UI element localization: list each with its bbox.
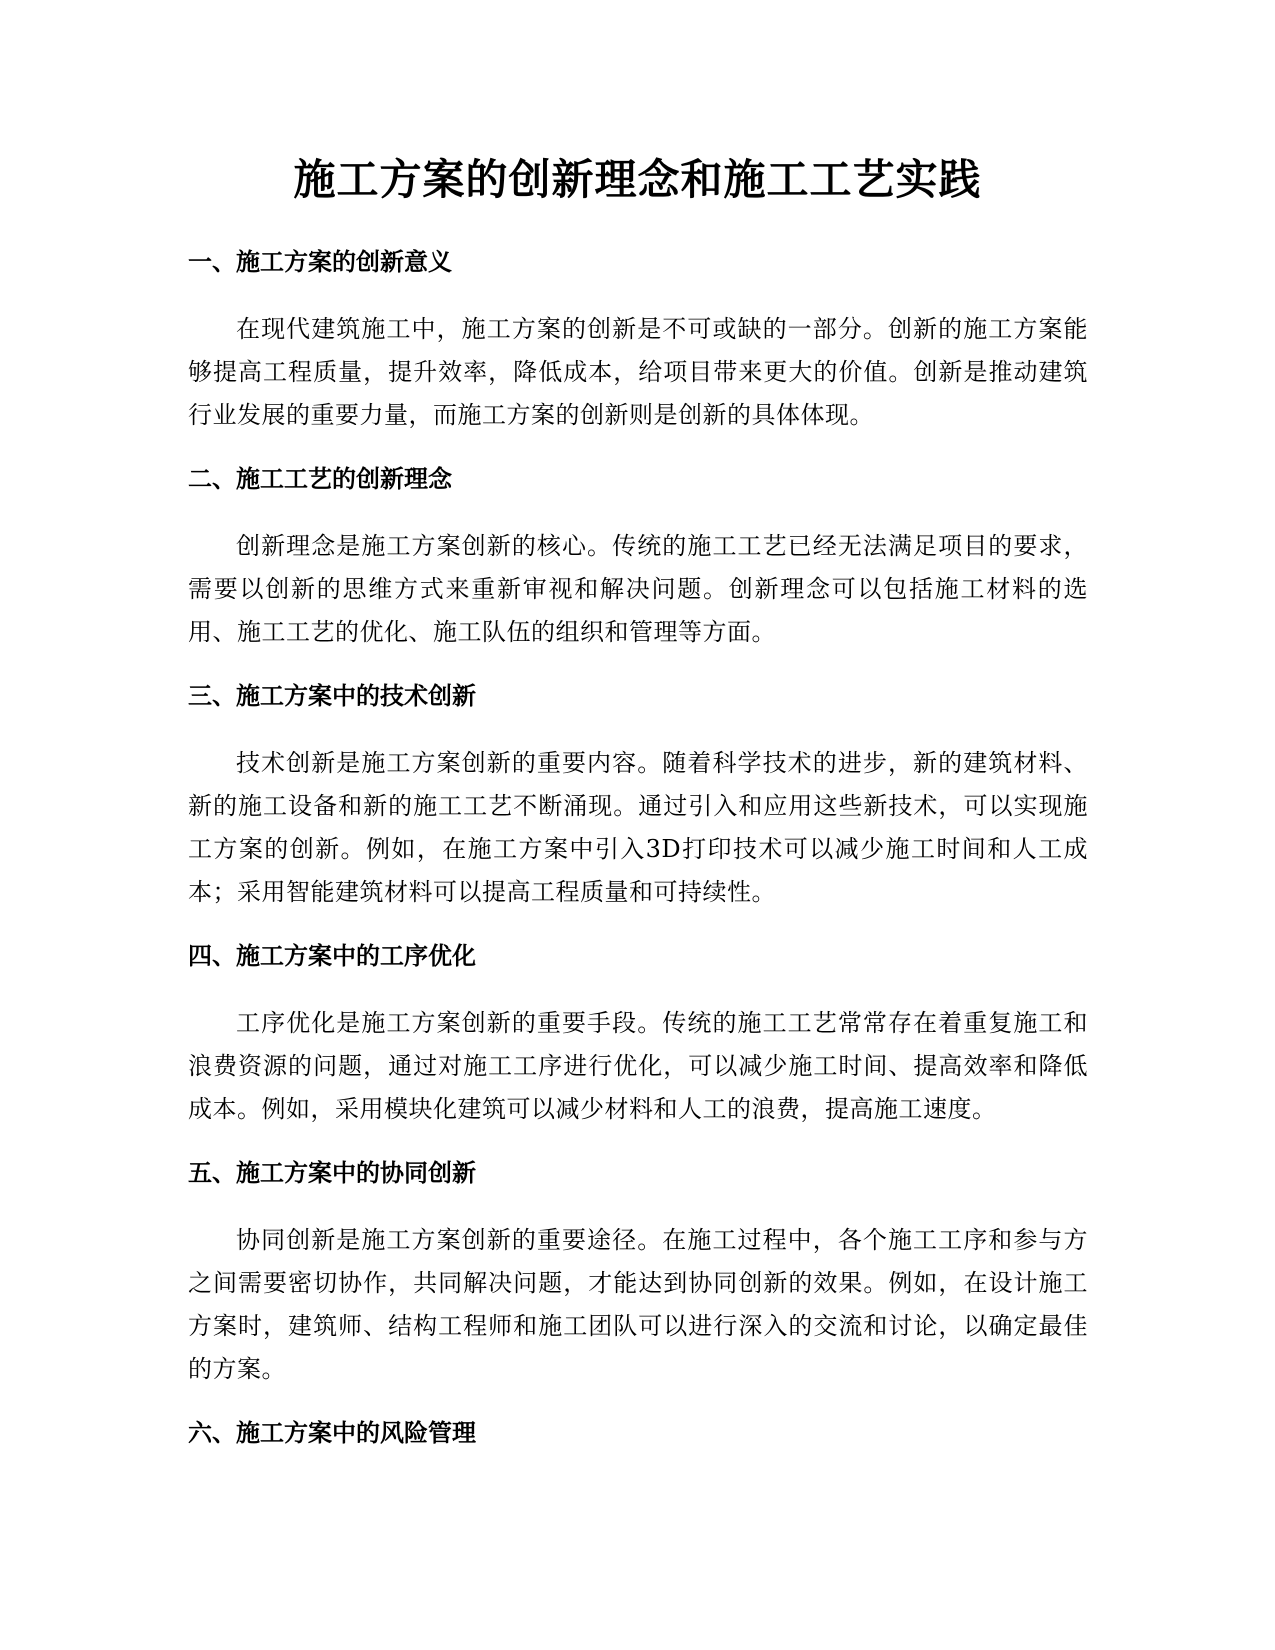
section-body-5: 协同创新是施工方案创新的重要途径。在施工过程中，各个施工工序和参与方之间需要密切协作，共同解决问题，才能达到协同创新的效果。例如，在设计施工方案时，建筑师、结构工程师和施工团队可以进行深入的交流和讨论，以确定最佳的方案。 (188, 1226, 1088, 1383)
section-body-4: 工序优化是施工方案创新的重要手段。传统的施工工艺常常存在着重复施工和浪费资源的问题，通过对施工工序进行优化，可以减少施工时间、提高效率和降低成本。例如，采用模块化建筑可以减少材料和人工的浪费，提高施工速度。 (188, 1009, 1088, 1123)
document-title: 施工方案的创新理念和施工工艺实践 (293, 155, 982, 204)
document-content (188, 244, 1088, 1451)
section-heading-6: 六、施工方案中的风险管理 (188, 1419, 476, 1447)
section-heading-1: 一、施工方案的创新意义 (188, 248, 452, 276)
section-heading-3: 三、施工方案中的技术创新 (188, 682, 476, 710)
section-heading-5: 五、施工方案中的协同创新 (188, 1159, 476, 1187)
section-heading-4: 四、施工方案中的工序优化 (188, 942, 476, 970)
section-body-2: 创新理念是施工方案创新的核心。传统的施工工艺已经无法满足项目的要求，需要以创新的思维方式来重新审视和解决问题。创新理念可以包括施工材料的选用、施工工艺的优化、施工队伍的组织和管理等方面。 (188, 532, 1088, 646)
section-body-1: 在现代建筑施工中，施工方案的创新是不可或缺的一部分。创新的施工方案能够提高工程质量，提升效率，降低成本，给项目带来更大的价值。创新是推动建筑行业发展的重要力量，而施工方案的创新则是创新的具体体现。 (188, 315, 1088, 429)
section-heading-2: 二、施工工艺的创新理念 (188, 465, 452, 493)
section-body-3: 技术创新是施工方案创新的重要内容。随着科学技术的进步，新的建筑材料、新的施工设备和新的施工工艺不断涌现。通过引入和应用这些新技术，可以实现施工方案的创新。例如，在施工方案中引入3D打印技术可以减少施工时间和人工成本；采用智能建筑材料可以提高工程质量和可持续性。 (188, 749, 1088, 906)
